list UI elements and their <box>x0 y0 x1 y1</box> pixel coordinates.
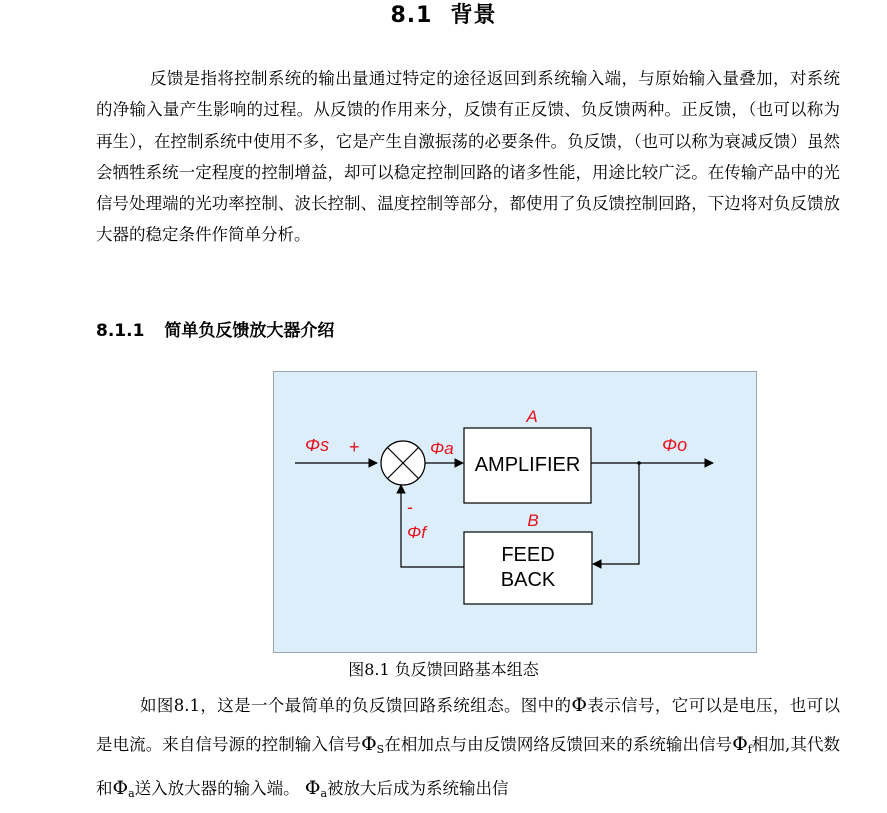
phi-symbol-a2: Φ <box>304 777 321 799</box>
summing-junction <box>381 441 425 485</box>
output-signal-label: Φo <box>662 435 688 455</box>
plus-sign: + <box>349 437 360 457</box>
subsection-heading <box>96 316 334 341</box>
phi-symbol: Φ <box>571 694 587 716</box>
subscript-a2: a <box>320 787 328 800</box>
section-heading <box>0 0 887 29</box>
section-title: 背景 <box>450 3 497 28</box>
p2-text-3: 在相加点与由反馈网络反馈回来的系统输出信号 <box>384 735 733 754</box>
subscript-s: S <box>376 743 385 756</box>
input-signal-label: Φs <box>305 435 330 455</box>
p2-text-2: 表示信号，它可以是电压，也可以是电流。来自信号源的控制输入信号 <box>96 696 841 754</box>
feedback-text-line2: BACK <box>500 569 556 591</box>
error-signal-label: Φa <box>430 439 454 458</box>
section-number: 8.1 <box>390 3 433 28</box>
feedback-text-line1: FEED <box>501 544 555 566</box>
feedback-block <box>464 532 592 604</box>
feedback-gain-label: B <box>527 511 539 530</box>
phi-symbol-a: Φ <box>112 777 129 799</box>
subscript-f: f <box>747 743 752 756</box>
subsection-number: 8.1.1 <box>96 321 145 341</box>
amplifier-gain-label: A <box>526 407 538 426</box>
subscript-a: a <box>128 787 135 800</box>
p2-text-4: 相加,其代数和 <box>96 735 841 798</box>
amplifier-text: AMPLIFIER <box>474 454 581 476</box>
intro-paragraph: 反馈是指将控制系统的输出量通过特定的途径返回到系统输入端，与原始输入量叠加，对系统的净输入量产生影响的过程。从反馈的作用来分，反馈有正反馈、负反馈两种。正反馈，（也可以称为再生），在控制系统中使用不多，它是产生自激振荡的必要条件。负反馈，（也可以称为衰减反馈）虽然会牺牲系统一定程度的控制增益，却可以稳定控制回路的诸多性能，用途比较广泛。在传输产品中的光信号处理端的光功率控制、波长控制、温度控制等部分，都使用了负反馈控制回路，下边将对负反馈放大器的稳定条件作简单分析。 <box>96 69 840 245</box>
p2-text-1: 如图8.1，这是一个最简单的负反馈回路系统组态。图中的 <box>140 696 572 715</box>
figure-caption: 图8.1 负反馈回路基本组态 <box>348 660 539 679</box>
subsection-title: 简单负反馈放大器介绍 <box>164 321 335 341</box>
phi-symbol-s: Φ <box>361 733 377 755</box>
feedback-loop-diagram <box>273 371 757 653</box>
p2-text-5: 送入放大器的输入端。 <box>134 779 305 798</box>
phi-symbol-f: Φ <box>732 733 748 755</box>
p2-text-6: 被放大后成为系统输出信 <box>327 779 509 798</box>
feedback-signal-label: Φf <box>407 523 426 542</box>
diagram-background <box>274 372 757 653</box>
minus-sign: - <box>407 497 413 517</box>
explanation-paragraph <box>96 686 840 813</box>
